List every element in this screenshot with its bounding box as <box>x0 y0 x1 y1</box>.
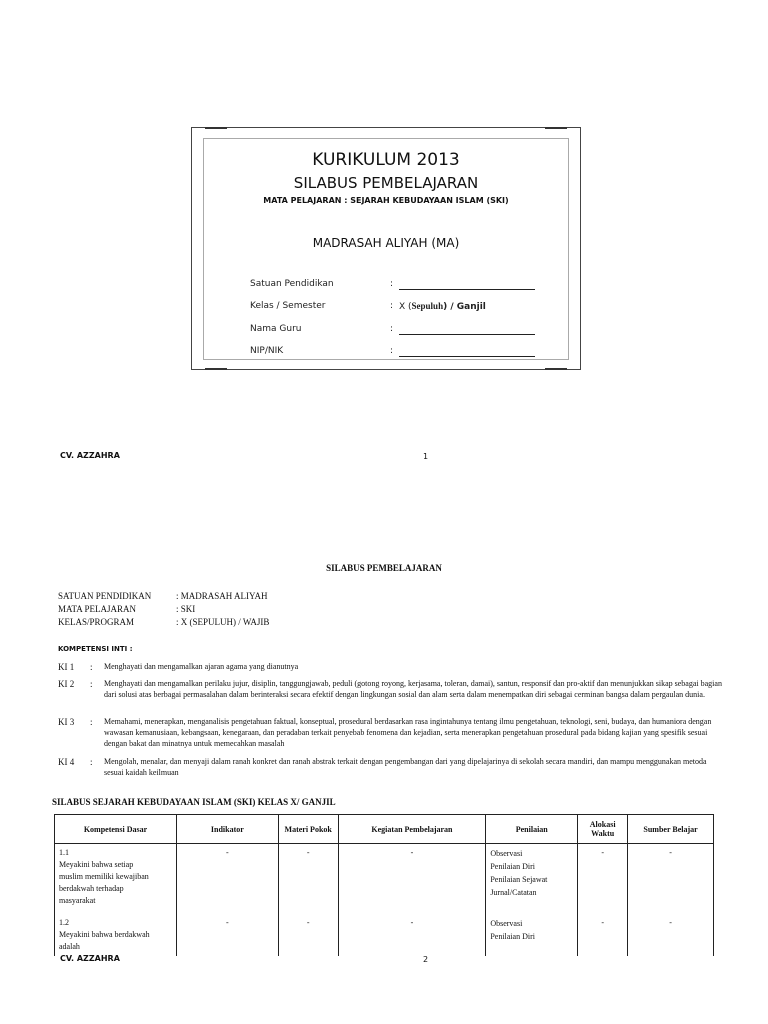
ki-2-colon: : <box>90 679 93 689</box>
info-value-kelas: : X (SEPULUH) / WAJIB <box>176 617 270 627</box>
cell-penilaian <box>486 914 578 956</box>
field-kelas-value <box>399 301 486 312</box>
field-satuan-line <box>399 279 535 290</box>
corner-bottom-right <box>545 368 567 382</box>
field-satuan-label: Satuan Pendidikan <box>250 279 334 289</box>
footer2-publisher: CV. AZZAHRA <box>60 954 120 963</box>
ki-4-label: KI 4 <box>58 757 75 767</box>
ki-heading: KOMPETENSI INTI : <box>58 645 133 653</box>
ki-2-label: KI 2 <box>58 679 75 689</box>
ki-4 <box>58 756 718 780</box>
th-sumber: Sumber Belajar <box>628 815 714 844</box>
penilaian-item: Penilaian Diri <box>490 862 535 871</box>
th-alokasi: Alokasi Waktu <box>578 815 628 844</box>
info-label-mapel: MATA PELAJARAN <box>58 604 137 614</box>
th-indikator: Indikator <box>176 815 278 844</box>
cell-sumber: - <box>628 844 714 914</box>
table-header-row <box>55 815 714 844</box>
table-title: SILABUS SEJARAH KEBUDAYAAN ISLAM (SKI) KELAS X/ GANJIL <box>52 797 336 807</box>
silabus-table <box>54 814 714 956</box>
kd-text: Meyakini bahwa berdakwah adalah <box>59 929 150 951</box>
ki-1 <box>58 661 718 673</box>
ki-1-colon: : <box>90 662 93 672</box>
page2-heading: SILABUS PEMBELAJARAN <box>326 563 442 573</box>
ki-3 <box>58 716 718 750</box>
cell-indikator: - <box>176 914 278 956</box>
cell-indikator: - <box>176 844 278 914</box>
th-kompetensi: Kompetensi Dasar <box>55 815 177 844</box>
penilaian-item: Penilaian Diri <box>490 931 535 941</box>
ki-2 <box>58 678 722 712</box>
field-kelas-label: Kelas / Semester <box>250 301 326 311</box>
cover-subtitle: SILABUS PEMBELAJARAN <box>293 174 479 192</box>
ki-3-label: KI 3 <box>58 717 75 727</box>
field-nip-label: NIP/NIK <box>250 346 284 356</box>
ki-3-text: Memahami, menerapkan, menganalisis pengetahuan faktual, konseptual, prosedural berdasarkan rasa ingintahunya tentang ilmu pengetahuan, teknologi, seni, budaya, dan humaniora dengan wawasan kemanusiaan, kebangsaan, kenegaraan, dan peradaban terkait penyebab fenomena dan kejadian, serta menerapkan pengetahuan prosedural pada bidang kajian yang spesifik sesuai dengan bakat dan minatnya untuk memecahkan masalah <box>104 717 712 748</box>
cell-alokasi: - <box>578 844 628 914</box>
ki-4-colon: : <box>90 757 93 767</box>
th-materi: Materi Pokok <box>278 815 338 844</box>
cell-kegiatan: - <box>338 844 486 914</box>
cover-school: MADRASAH ALIYAH (MA) <box>312 236 460 250</box>
ki-2-text: Menghayati dan mengamalkan perilaku jujur, disiplin, tanggungjawab, peduli (gotong royong, kerjasama, toleran, damai), santun, responsif dan pro-aktif dan menunjukkan sikap sebagai bagian dari solusi atas berbagai permasalahan dalam berinteraksi secara efektif dengan lingkungan sosial dan alam serta dalam menempatkan diri sebagai cerminan bangsa dalam pergaulan dunia. <box>104 679 722 699</box>
ki-4-text: Mengolah, menalar, dan menyaji dalam ranah konkret dan ranah abstrak terkait dengan pengembangan dari yang dipelajarinya di sekolah secara mandiri, dan mampu menggunakan metoda sesuai kaidah keilmuan <box>104 757 707 777</box>
field-satuan-colon: : <box>390 279 394 289</box>
info-value-satuan: : MADRASAH ALIYAH <box>176 591 268 601</box>
corner-top-left <box>205 127 227 141</box>
footer1-publisher: CV. AZZAHRA <box>60 451 120 460</box>
field-guru-line <box>399 324 535 335</box>
field-guru-colon: : <box>390 324 394 334</box>
table-row <box>55 844 714 914</box>
penilaian-item: Observasi <box>490 918 523 928</box>
penilaian-item: Jurnal/Catatan <box>490 888 537 897</box>
cover-subject-line: MATA PELAJARAN : SEJARAH KEBUDAYAAN ISLAM (SKI) <box>263 196 509 205</box>
cell-kegiatan: - <box>338 914 486 956</box>
corner-bottom-left <box>205 368 227 382</box>
cell-kd <box>55 844 177 914</box>
footer1-page-number: 1 <box>423 452 429 461</box>
table-row <box>55 914 714 956</box>
penilaian-item: Penilaian Sejawat <box>490 875 548 884</box>
kd-number: 1.1 <box>59 848 69 857</box>
footer2-page-number: 2 <box>423 955 429 964</box>
cell-alokasi: - <box>578 914 628 956</box>
cell-materi: - <box>278 844 338 914</box>
cell-kd <box>55 914 177 956</box>
field-kelas-colon: : <box>390 301 394 311</box>
th-penilaian: Penilaian <box>486 815 578 844</box>
ki-1-text: Menghayati dan mengamalkan ajaran agama yang dianutnya <box>104 662 299 671</box>
cell-penilaian <box>486 844 578 914</box>
field-kelas-prefix: X ( <box>399 302 412 312</box>
kd-number: 1.2 <box>59 917 69 927</box>
field-guru-label: Nama Guru <box>250 324 302 334</box>
ki-3-colon: : <box>90 717 93 727</box>
field-kelas-suffix: ) / Ganjil <box>443 302 486 312</box>
corner-top-right <box>545 127 567 141</box>
kd-text: Meyakini bahwa setiap muslim memiliki kewajiban berdakwah terhadap masyarakat <box>59 860 149 905</box>
cover-title: KURIKULUM 2013 <box>312 150 460 170</box>
field-nip-line <box>399 346 535 357</box>
th-kegiatan: Kegiatan Pembelajaran <box>338 815 486 844</box>
info-label-satuan: SATUAN PENDIDIKAN <box>58 591 152 601</box>
info-label-kelas: KELAS/PROGRAM <box>58 617 135 627</box>
ki-1-label: KI 1 <box>58 662 75 672</box>
penilaian-item: Observasi <box>490 849 523 858</box>
cell-sumber: - <box>628 914 714 956</box>
info-value-mapel: : SKI <box>176 604 196 614</box>
cell-materi: - <box>278 914 338 956</box>
field-nip-colon: : <box>390 346 394 356</box>
field-kelas-bold: Sepuluh <box>411 301 444 311</box>
